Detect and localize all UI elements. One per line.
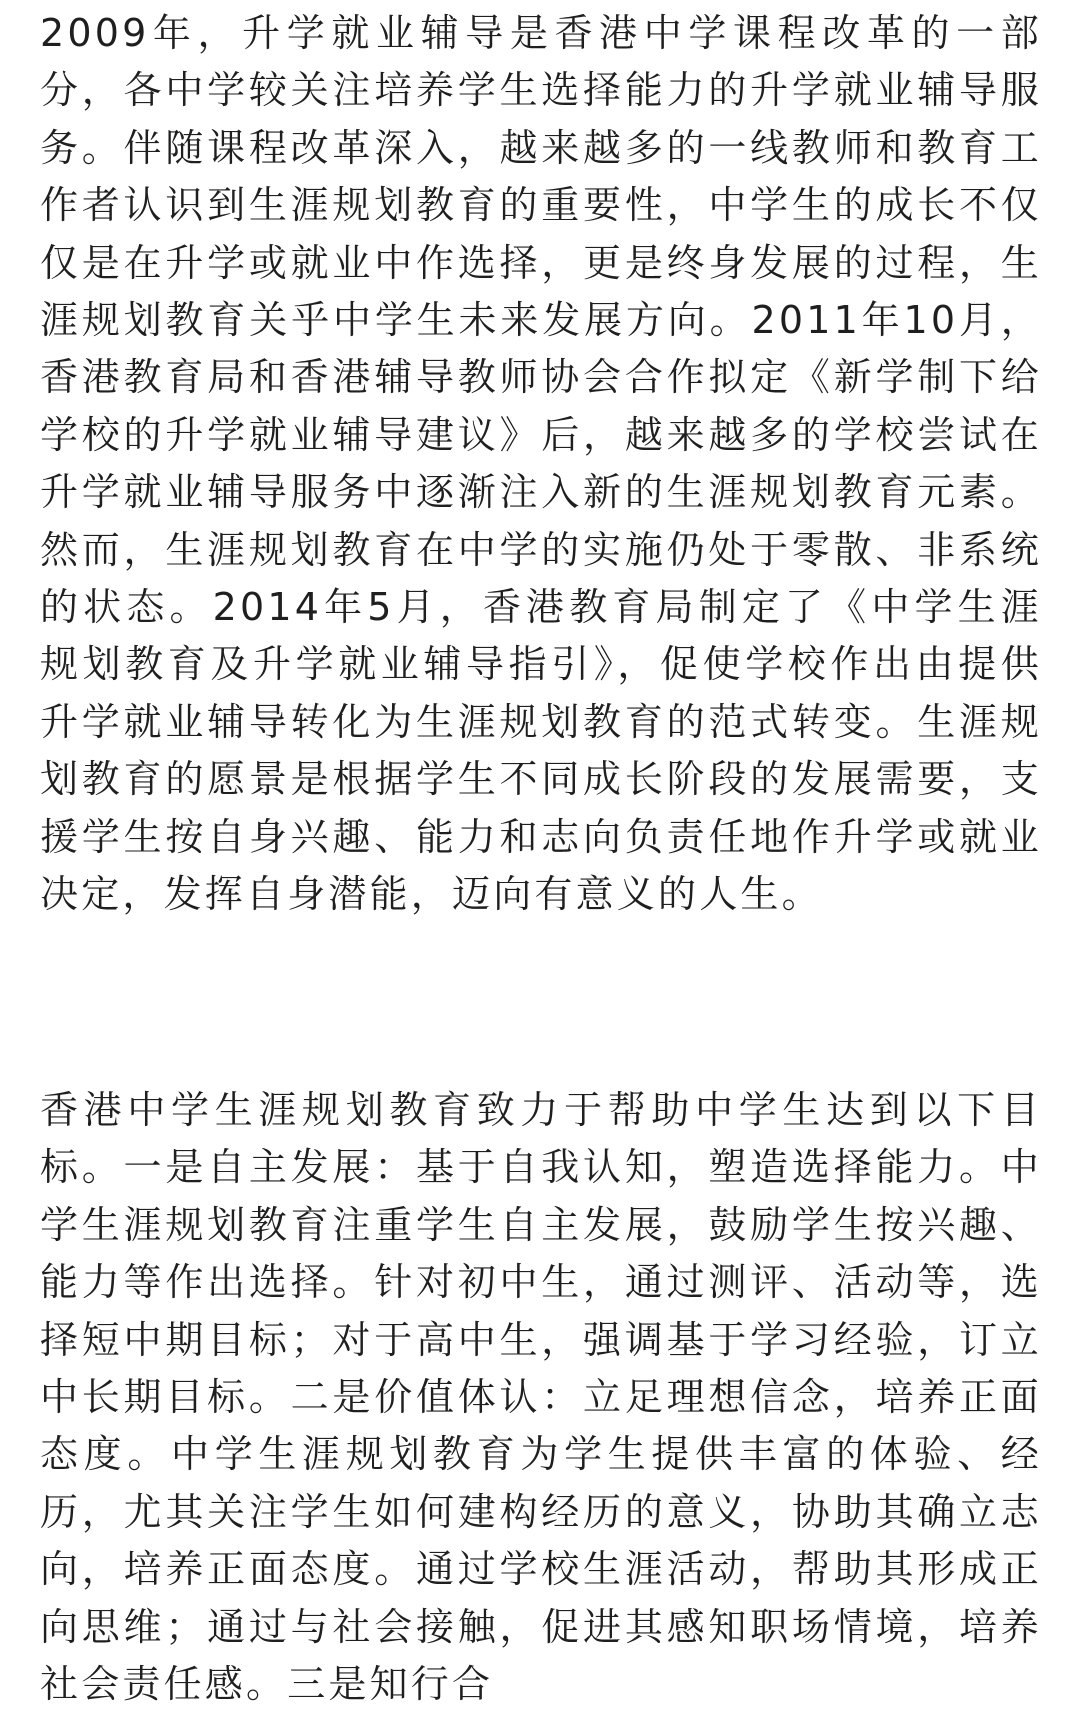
paragraph-career-education-goals: 香港中学生涯规划教育致力于帮助中学生达到以下目标。一是自主发展：基于自我认知，塑造选择能力。中学生涯规划教育注重学生自主发展，鼓励学生按兴趣、能力等作出选择。针对初中生，通过测评、活动等，选择短中期目标；对于高中生，强调基于学习经验，订立中长期目标。二是价值体认：立足理想信念，培养正面态度。中学生涯规划教育为学生提供丰富的体验、经历，尤其关注学生如何建构经历的意义，协助其确立志向，培养正面态度。通过学校生涯活动，帮助其形成正向思维；通过与社会接触，促进其感知职场情境，培养社会责任感。三是知行合	[40, 1088, 1042, 1707]
paragraph-career-guidance-history: 2009年，升学就业辅导是香港中学课程改革的一部分，各中学较关注培养学生选择能力的升学就业辅导服务。伴随课程改革深入，越来越多的一线教师和教育工作者认识到生涯规划教育的重要性，中学生的成长不仅仅是在升学或就业中作选择，更是终身发展的过程，生涯规划教育关乎中学生未来发展方向。2011年10月，香港教育局和香港辅导教师协会合作拟定《新学制下给学校的升学就业辅导建议》后，越来越多的学校尝试在升学就业辅导服务中逐渐注入新的生涯规划教育元素。然而，生涯规划教育在中学的实施仍处于零散、非系统的状态。2014年5月，香港教育局制定了《中学生涯规划教育及升学就业辅导指引》，促使学校作出由提供升学就业辅导转化为生涯规划教育的范式转变。生涯规划教育的愿景是根据学生不同成长阶段的发展需要，支援学生按自身兴趣、能力和志向负责任地作升学或就业决定，发挥自身潜能，迈向有意义的人生。	[40, 11, 1042, 917]
